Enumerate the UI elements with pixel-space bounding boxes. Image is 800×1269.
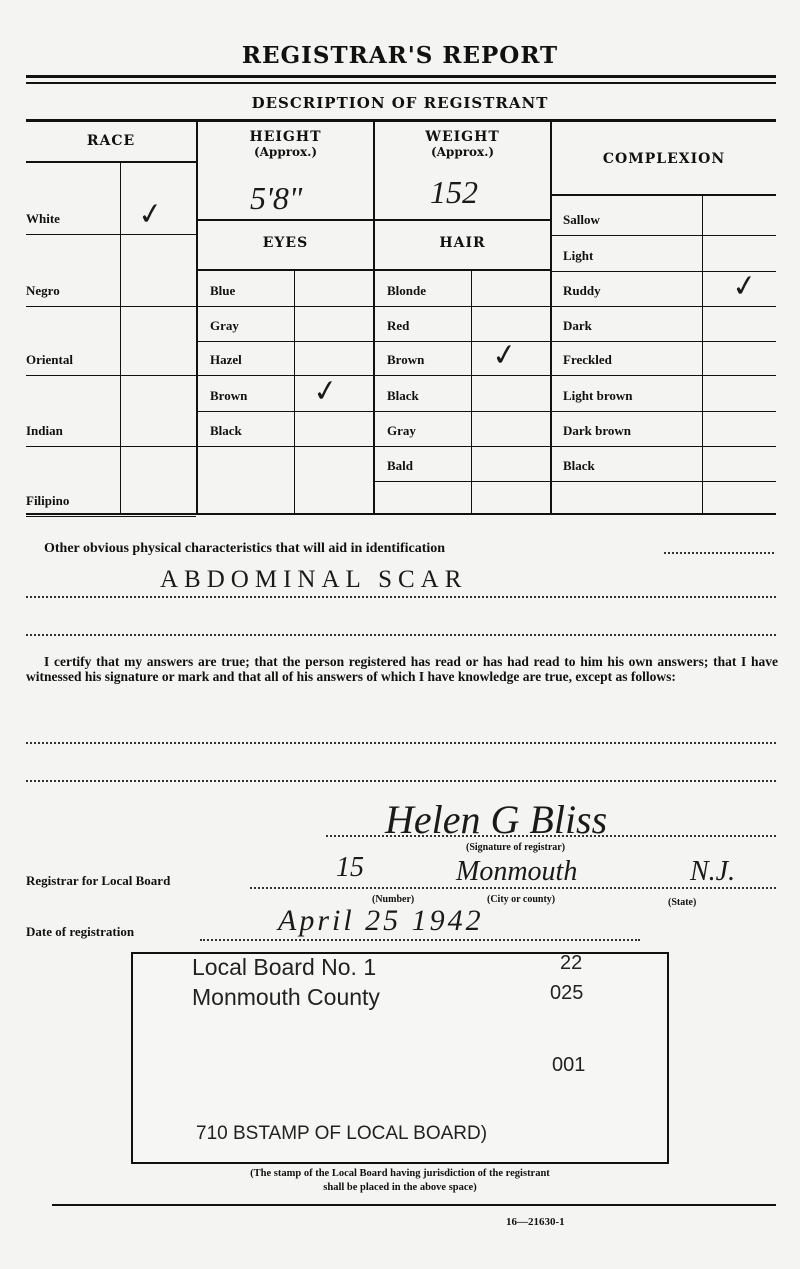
exceptions-line-2 bbox=[26, 780, 776, 782]
hair-row-rule bbox=[375, 341, 550, 342]
table-mid-divider bbox=[373, 122, 375, 514]
eyes-header: EYES bbox=[262, 235, 309, 251]
eyes-row-rule bbox=[198, 411, 373, 412]
state-caption: (State) bbox=[668, 897, 697, 908]
hair-option: Black bbox=[387, 388, 419, 403]
complexion-option: Dark brown bbox=[563, 423, 632, 438]
complexion-option: Light brown bbox=[563, 388, 633, 403]
top-rule bbox=[26, 75, 776, 78]
local-board-label: Registrar for Local Board bbox=[26, 873, 171, 888]
weight-title: WEIGHT bbox=[425, 129, 500, 145]
weight-approx: (Approx.) bbox=[430, 145, 495, 159]
date-label: Date of registration bbox=[26, 924, 135, 939]
exceptions-line-1 bbox=[26, 742, 776, 744]
stamp-caption-2: shall be placed in the above space) bbox=[323, 1182, 477, 1193]
complexion-header-rule bbox=[552, 194, 776, 196]
hair-header: HAIR bbox=[439, 235, 486, 251]
race-header: RACE bbox=[86, 133, 136, 149]
complexion-row-rule bbox=[552, 375, 776, 376]
local-board-city: Monmouth bbox=[456, 856, 578, 887]
race-row-rule bbox=[26, 234, 196, 235]
hair-option: Brown bbox=[387, 352, 425, 367]
eyes-option: Black bbox=[210, 423, 242, 438]
eyes-option: Blue bbox=[210, 283, 236, 298]
eyes-check-mark: ✓ bbox=[310, 372, 341, 411]
complexion-check-col bbox=[702, 196, 703, 514]
eyes-row-rule bbox=[198, 446, 373, 447]
characteristics-label: Other obvious physical characteristics that will aid in identification bbox=[44, 541, 446, 556]
complexion-option: Dark bbox=[563, 318, 592, 333]
characteristics-label-dots bbox=[664, 552, 774, 554]
hair-option: Bald bbox=[387, 458, 414, 473]
registrar-signature: Helen G Bliss bbox=[385, 797, 608, 842]
complexion-option: Sallow bbox=[563, 212, 600, 227]
complexion-row-rule bbox=[552, 446, 776, 447]
complexion-row-rule bbox=[552, 481, 776, 482]
city-caption: (City or county) bbox=[487, 894, 556, 905]
race-check-col bbox=[120, 162, 121, 514]
hair-option: Blonde bbox=[387, 283, 427, 298]
complexion-option: Light bbox=[563, 248, 594, 263]
hair-row-rule bbox=[375, 446, 550, 447]
race-row-rule bbox=[26, 375, 196, 376]
number-caption: (Number) bbox=[372, 894, 415, 905]
table-right-divider bbox=[550, 122, 552, 514]
complexion-header: COMPLEXION bbox=[602, 151, 726, 167]
hair-row-rule bbox=[375, 375, 550, 376]
characteristics-value: ABDOMINAL SCAR bbox=[160, 566, 468, 593]
eyes-row-rule bbox=[198, 341, 373, 342]
height-value: 5'8" bbox=[250, 180, 303, 216]
hair-row-rule bbox=[375, 481, 550, 482]
characteristics-line-1 bbox=[26, 596, 776, 598]
complexion-option: Black bbox=[563, 458, 595, 473]
race-row-rule bbox=[26, 306, 196, 307]
hair-check-mark: ✓ bbox=[489, 336, 520, 375]
subtitle-rule bbox=[26, 119, 776, 122]
complexion-row-rule bbox=[552, 411, 776, 412]
hair-option: Red bbox=[387, 318, 410, 333]
race-row-rule bbox=[26, 446, 196, 447]
eyes-option: Gray bbox=[210, 318, 239, 333]
height-header bbox=[198, 130, 373, 160]
signature-caption: (Signature of registrar) bbox=[466, 842, 566, 853]
race-header-rule bbox=[26, 161, 196, 163]
complexion-row-rule bbox=[552, 306, 776, 307]
race-option: White bbox=[26, 211, 60, 226]
hair-row-rule bbox=[375, 306, 550, 307]
local-board-number: 15 bbox=[336, 852, 364, 883]
race-option: Negro bbox=[26, 283, 60, 298]
eyes-row-rule bbox=[198, 306, 373, 307]
local-board-state: N.J. bbox=[690, 856, 736, 887]
weight-header bbox=[375, 130, 550, 160]
form-number: 16—21630-1 bbox=[506, 1216, 565, 1228]
race-row-rule bbox=[26, 516, 196, 517]
eyes-row-rule bbox=[198, 375, 373, 376]
table-left-divider bbox=[196, 122, 198, 514]
certification-text: I certify that my answers are true; that the person registered has read or has had read to him his own answers; that I have witnessed his signature or mark and that all of his answers of which I have knowledge are true, except as follows: bbox=[26, 654, 778, 684]
height-approx: (Approx.) bbox=[253, 145, 318, 159]
complexion-option: Freckled bbox=[563, 352, 612, 367]
race-check-mark: ✓ bbox=[135, 195, 166, 234]
complexion-option: Ruddy bbox=[563, 283, 601, 298]
report-title: REGISTRAR'S REPORT bbox=[241, 42, 559, 69]
eyes-option: Brown bbox=[210, 388, 248, 403]
stamp-line-2: Monmouth County bbox=[192, 984, 380, 1010]
complexion-row-rule bbox=[552, 341, 776, 342]
eyes-hair-rule bbox=[196, 269, 552, 271]
height-weight-rule bbox=[196, 219, 552, 221]
stamp-line-1: Local Board No. 1 bbox=[192, 954, 377, 980]
date-line bbox=[200, 939, 640, 941]
top-rule-2 bbox=[26, 82, 776, 84]
stamp-line-3: 710 BSTAMP OF LOCAL BOARD) bbox=[196, 1123, 488, 1144]
eyes-option: Hazel bbox=[210, 352, 242, 367]
table-bottom-rule bbox=[26, 513, 776, 515]
stamp-caption-1: (The stamp of the Local Board having jurisdiction of the registrant bbox=[250, 1168, 550, 1179]
complexion-row-rule bbox=[552, 235, 776, 236]
stamp-number-3: 001 bbox=[552, 1054, 586, 1076]
height-title: HEIGHT bbox=[249, 129, 322, 145]
race-option: Oriental bbox=[26, 352, 73, 367]
hair-option: Gray bbox=[387, 423, 416, 438]
stamp-number-1: 22 bbox=[560, 952, 583, 974]
race-option: Filipino bbox=[26, 493, 70, 508]
race-option: Indian bbox=[26, 423, 63, 438]
complexion-check-mark: ✓ bbox=[729, 267, 760, 306]
date-value: April 25 1942 bbox=[278, 904, 484, 937]
signature-line bbox=[326, 835, 776, 837]
characteristics-line-2 bbox=[26, 634, 776, 636]
weight-value: 152 bbox=[430, 174, 478, 210]
section-subtitle: DESCRIPTION OF REGISTRANT bbox=[251, 94, 549, 112]
bottom-rule bbox=[52, 1204, 776, 1206]
stamp-number-2: 025 bbox=[550, 982, 584, 1004]
hair-row-rule bbox=[375, 411, 550, 412]
